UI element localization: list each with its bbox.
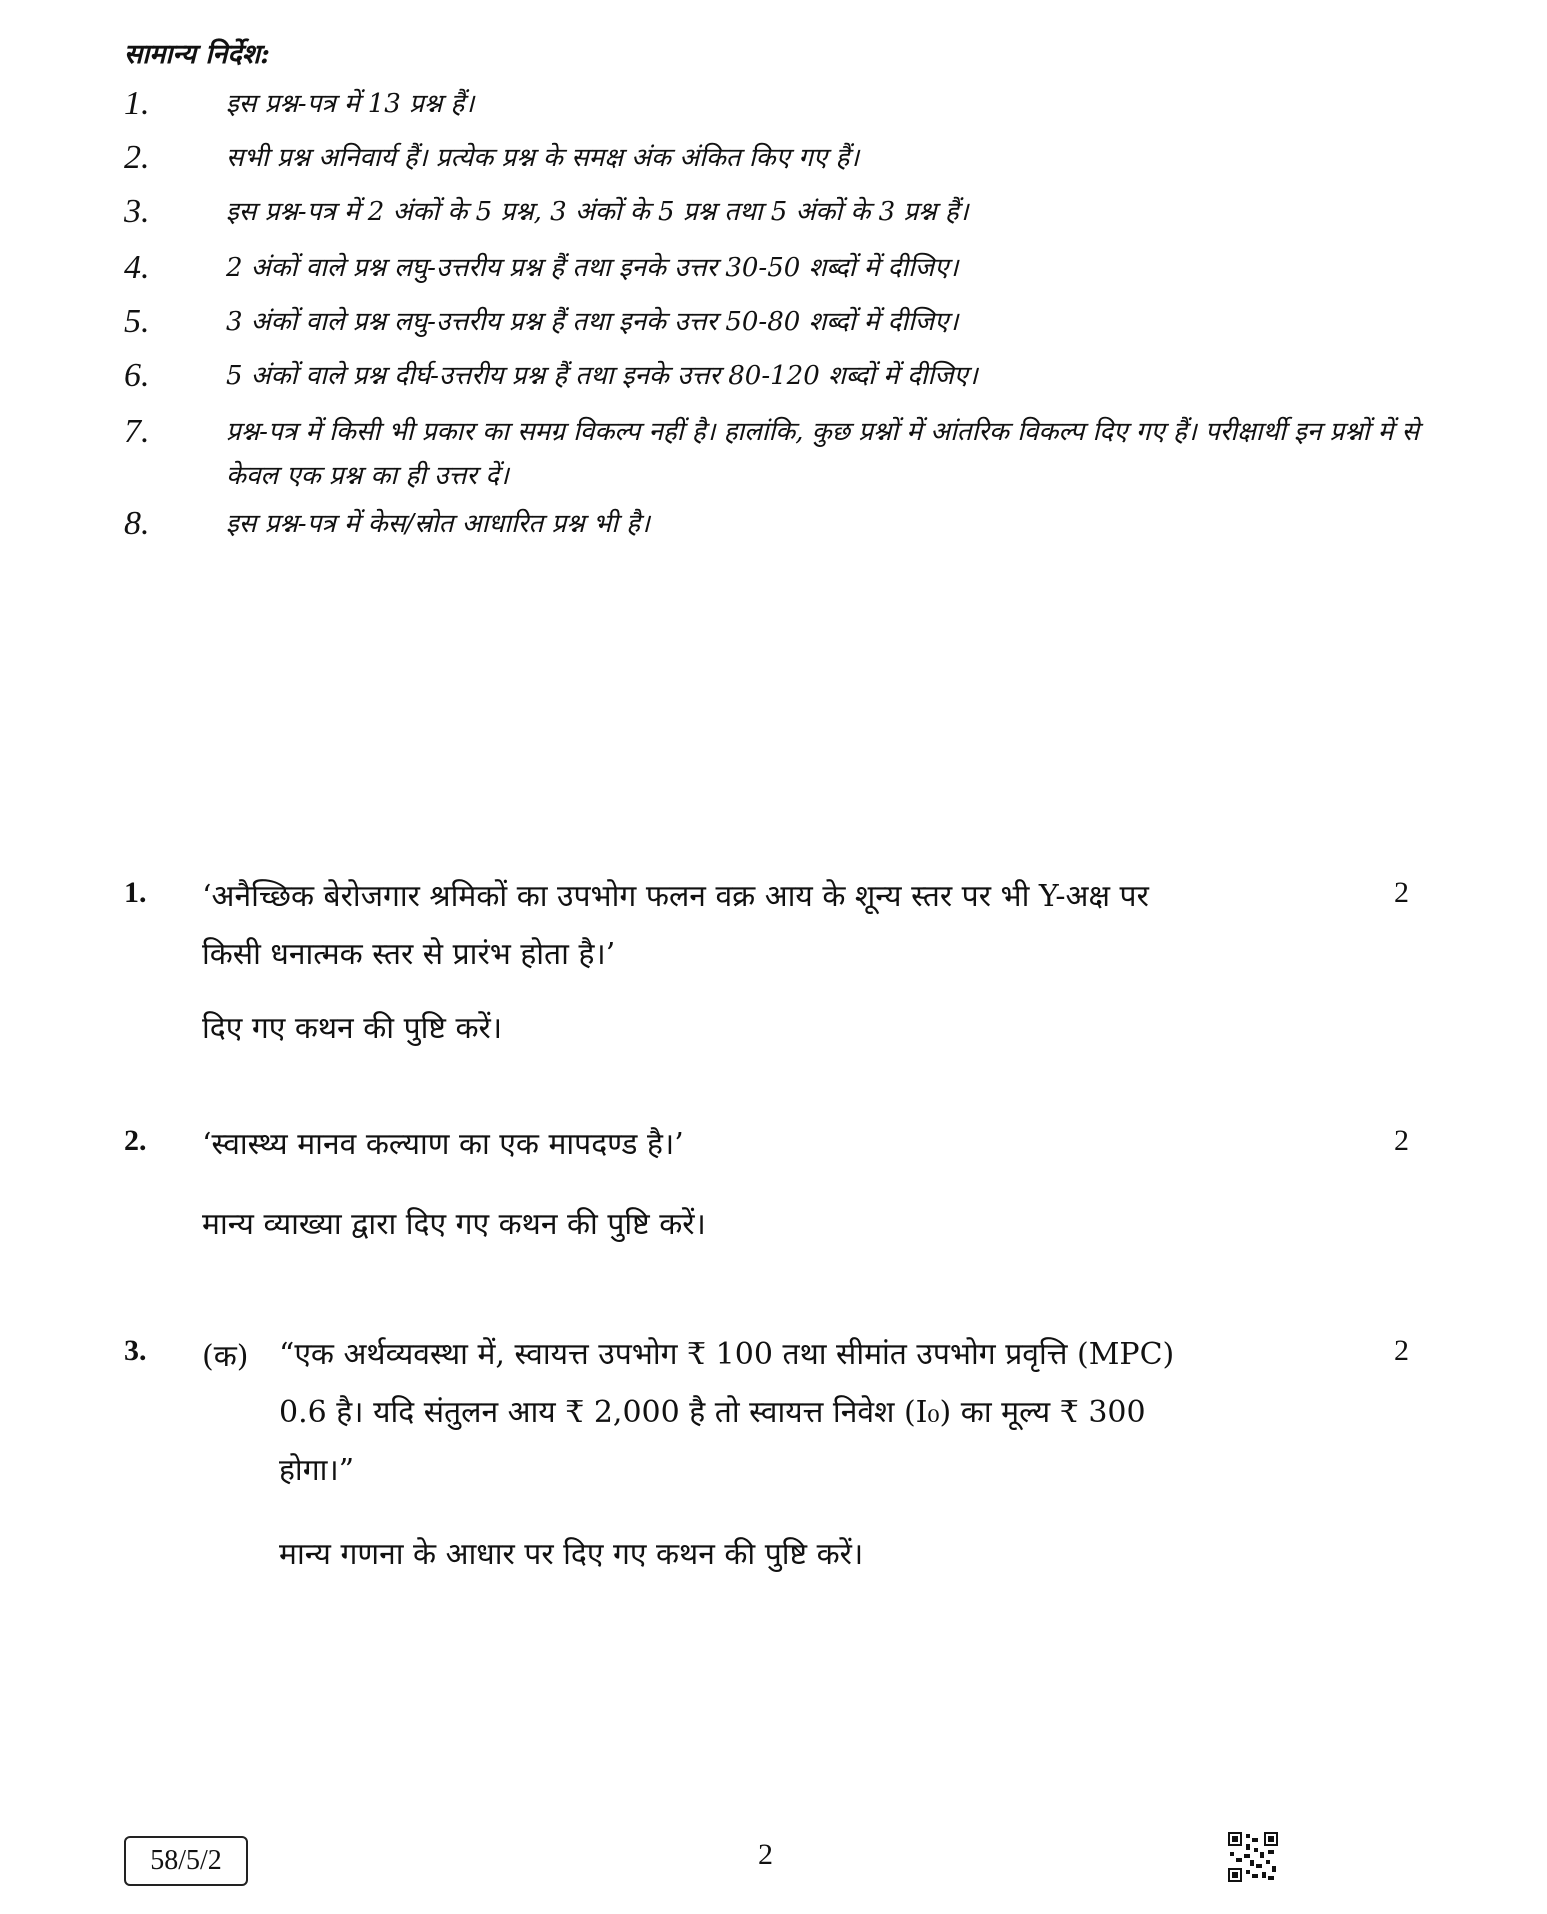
instruction-text: इस प्रश्न-पत्र में 13 प्रश्न हैं। bbox=[226, 89, 475, 119]
question-marks: 2 bbox=[1394, 1124, 1409, 1157]
question-subpart-label: (क) bbox=[202, 1339, 249, 1374]
question-line: ‘अनैच्छिक बेरोजगार श्रमिकों का उपभोग फलन वक्र आय के शून्य स्तर पर भी Y-अक्ष पर bbox=[202, 879, 1149, 914]
question-number: 1. bbox=[124, 876, 147, 909]
question-line: किसी धनात्मक स्तर से प्रारंभ होता है।’ bbox=[202, 937, 616, 972]
question-line: होगा।” bbox=[279, 1453, 355, 1488]
instruction-number: 7. bbox=[124, 413, 150, 450]
question-number: 3. bbox=[124, 1334, 147, 1367]
page-number: 2 bbox=[758, 1838, 773, 1871]
instruction-text: इस प्रश्न-पत्र में केस/स्रोत आधारित प्रश्न भी है। bbox=[226, 509, 650, 539]
instruction-text: सभी प्रश्न अनिवार्य हैं। प्रत्येक प्रश्न के समक्ष अंक अंकित किए गए हैं। bbox=[226, 143, 860, 173]
question-line: मान्य गणना के आधार पर दिए गए कथन की पुष्टि करें। bbox=[279, 1537, 864, 1572]
paper-code: 58/5/2 bbox=[124, 1836, 248, 1886]
instruction-text: इस प्रश्न-पत्र में 2 अंकों के 5 प्रश्न, 3 अंकों के 5 प्रश्न तथा 5 अंकों के 3 प्रश्न हैं। bbox=[226, 197, 969, 227]
instruction-text: प्रश्न-पत्र में किसी भी प्रकार का समग्र विकल्प नहीं है। हालांकि, कुछ प्रश्नों में आंतरिक विकल्प दिए गए हैं। परीक्षार्थी इन प्रश्नों में से केवल एक प्रश्न का ही उत्तर दें। bbox=[226, 417, 1420, 491]
instruction-text: 3 अंकों वाले प्रश्न लघु-उत्तरीय प्रश्न हैं तथा इनके उत्तर 50-80 शब्दों में दीजिए। bbox=[226, 307, 959, 337]
instruction-number: 1. bbox=[124, 85, 150, 122]
instruction-number: 5. bbox=[124, 303, 150, 340]
question-number: 2. bbox=[124, 1124, 147, 1157]
qr-code-icon bbox=[1228, 1832, 1278, 1882]
instruction-text: 2 अंकों वाले प्रश्न लघु-उत्तरीय प्रश्न हैं तथा इनके उत्तर 30-50 शब्दों में दीजिए। bbox=[226, 253, 959, 283]
instruction-number: 6. bbox=[124, 357, 150, 394]
general-instructions-heading: सामान्य निर्देश: bbox=[124, 39, 271, 70]
question-marks: 2 bbox=[1394, 1334, 1409, 1367]
instruction-number: 3. bbox=[124, 193, 150, 230]
instruction-number: 2. bbox=[124, 139, 150, 176]
question-line: “एक अर्थव्यवस्था में, स्वायत्त उपभोग ₹ 100 तथा सीमांत उपभोग प्रवृत्ति (MPC) bbox=[279, 1337, 1175, 1372]
question-line: ‘स्वास्थ्य मानव कल्याण का एक मापदण्ड है।’ bbox=[202, 1127, 684, 1162]
question-marks: 2 bbox=[1394, 876, 1409, 909]
question-line: 0.6 है। यदि संतुलन आय ₹ 2,000 है तो स्वायत्त निवेश (I₀) का मूल्य ₹ 300 bbox=[279, 1395, 1146, 1430]
question-line: मान्य व्याख्या द्वारा दिए गए कथन की पुष्टि करें। bbox=[202, 1207, 706, 1242]
instruction-text: 5 अंकों वाले प्रश्न दीर्घ-उत्तरीय प्रश्न हैं तथा इनके उत्तर 80-120 शब्दों में दीजिए। bbox=[226, 361, 978, 391]
instruction-number: 8. bbox=[124, 505, 150, 542]
question-line: दिए गए कथन की पुष्टि करें। bbox=[202, 1011, 503, 1046]
instruction-number: 4. bbox=[124, 249, 150, 286]
